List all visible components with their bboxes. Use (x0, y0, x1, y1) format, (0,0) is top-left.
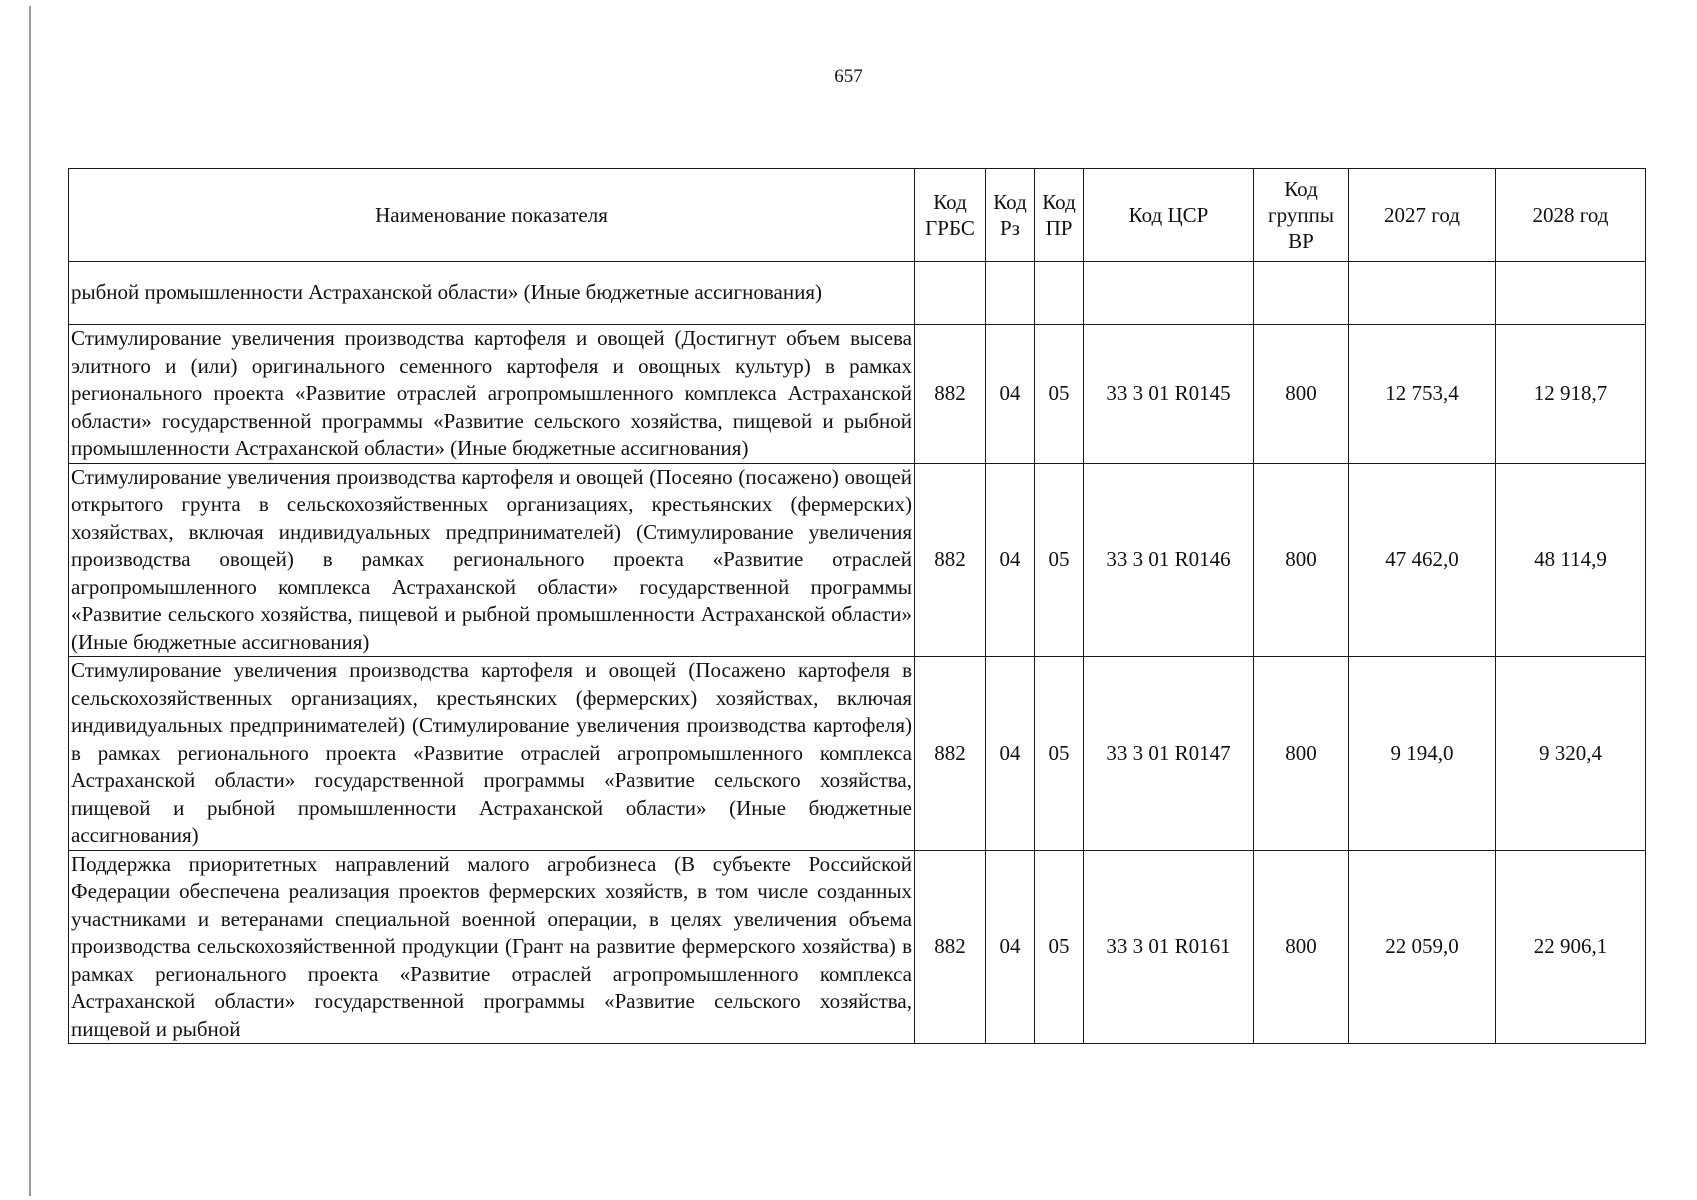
row-rz: 04 (986, 657, 1035, 851)
row-rz: 04 (986, 850, 1035, 1044)
row-2027: 9 194,0 (1349, 657, 1496, 851)
row-vr: 800 (1254, 463, 1349, 657)
binding-margin-line (29, 6, 31, 1196)
row-pr: 05 (1035, 657, 1084, 851)
row-vr: 800 (1254, 850, 1349, 1044)
table-row (69, 325, 1646, 464)
row-grbs: 882 (915, 463, 986, 657)
row-rz (986, 262, 1035, 325)
row-name: рыбной промышленности Астраханской области» (Иные бюджетные ассигнования) (69, 262, 915, 325)
row-2028: 9 320,4 (1496, 657, 1646, 851)
row-rz: 04 (986, 325, 1035, 464)
budget-table (68, 168, 1646, 1044)
row-2028: 48 114,9 (1496, 463, 1646, 657)
row-csr: 33 3 01 R0147 (1084, 657, 1254, 851)
row-pr: 05 (1035, 325, 1084, 464)
row-grbs: 882 (915, 325, 986, 464)
row-csr (1084, 262, 1254, 325)
table-row (69, 262, 1646, 325)
header-grbs: Код ГРБС (915, 169, 986, 262)
row-vr: 800 (1254, 657, 1349, 851)
header-name: Наименование показателя (69, 169, 915, 262)
row-2027: 22 059,0 (1349, 850, 1496, 1044)
row-csr: 33 3 01 R0145 (1084, 325, 1254, 464)
row-rz: 04 (986, 463, 1035, 657)
row-name: Стимулирование увеличения производства картофеля и овощей (Посажено картофеля в сельскохозяйственных организациях, крестьянских (фермерских) хозяйствах, включая индивидуальных предпринимателей) (Стимулирование увеличения производства картофеля) в рамках регионального проекта «Развитие отраслей агропромышленного комплекса Астраханской области» государственной программы «Развитие сельского хозяйства, пищевой и рыбной промышленности Астраханской области» (Иные бюджетные ассигнования) (69, 657, 915, 851)
header-2028: 2028 год (1496, 169, 1646, 262)
page-number: 657 (834, 66, 863, 87)
row-2028 (1496, 262, 1646, 325)
row-pr (1035, 262, 1084, 325)
row-grbs: 882 (915, 850, 986, 1044)
row-name: Поддержка приоритетных направлений малого агробизнеса (В субъекте Российской Федерации обеспечена реализация проектов фермерских хозяйств, в том числе созданных участниками и ветеранами специальной военной операции, в целях увеличения объема производства сельскохозяйственной продукции (Грант на развитие фермерского хозяйства) в рамках регионального проекта «Развитие отраслей агропромышленного комплекса Астраханской области» государственной программы «Развитие сельского хозяйства, пищевой и рыбной (69, 850, 915, 1044)
row-2027: 12 753,4 (1349, 325, 1496, 464)
row-2027 (1349, 262, 1496, 325)
header-row (69, 169, 1646, 262)
row-2027: 47 462,0 (1349, 463, 1496, 657)
row-name: Стимулирование увеличения производства картофеля и овощей (Посеяно (посажено) овощей открытого грунта в сельскохозяйственных организациях, крестьянских (фермерских) хозяйствах, включая индивидуальных предпринимателей) (Стимулирование увеличения производства овощей) в рамках регионального проекта «Развитие отраслей агропромышленного комплекса Астраханской области» государственной программы «Развитие сельского хозяйства, пищевой и рыбной промышленности Астраханской области» (Иные бюджетные ассигнования) (69, 463, 915, 657)
row-vr (1254, 262, 1349, 325)
row-grbs: 882 (915, 657, 986, 851)
header-csr: Код ЦСР (1084, 169, 1254, 262)
row-csr: 33 3 01 R0146 (1084, 463, 1254, 657)
table-row (69, 657, 1646, 851)
row-grbs (915, 262, 986, 325)
row-vr: 800 (1254, 325, 1349, 464)
row-2028: 22 906,1 (1496, 850, 1646, 1044)
header-rz: Код Рз (986, 169, 1035, 262)
header-vr: Код группы ВР (1254, 169, 1349, 262)
header-2027: 2027 год (1349, 169, 1496, 262)
header-pr: Код ПР (1035, 169, 1084, 262)
table-row (69, 850, 1646, 1044)
row-pr: 05 (1035, 463, 1084, 657)
row-name: Стимулирование увеличения производства картофеля и овощей (Достигнут объем высева элитного и (или) оригинального семенного картофеля и овощных культур) в рамках регионального проекта «Развитие отраслей агропромышленного комплекса Астраханской области» государственной программы «Развитие сельского хозяйства, пищевой и рыбной промышленности Астраханской области» (Иные бюджетные ассигнования) (69, 325, 915, 464)
row-pr: 05 (1035, 850, 1084, 1044)
table-row (69, 463, 1646, 657)
row-2028: 12 918,7 (1496, 325, 1646, 464)
row-csr: 33 3 01 R0161 (1084, 850, 1254, 1044)
